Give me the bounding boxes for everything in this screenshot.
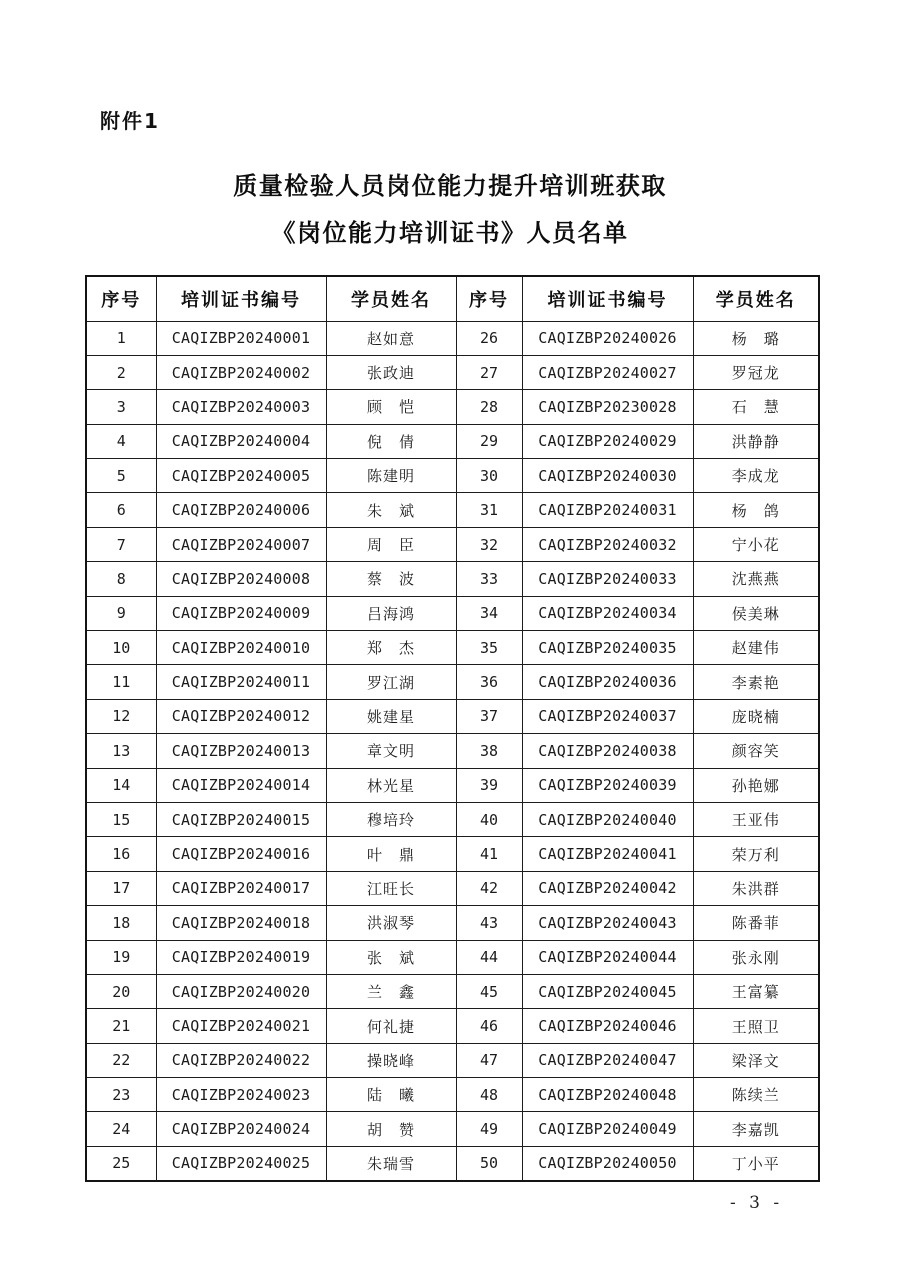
cell-cert-no-left: CAQIZBP20240001 <box>156 321 326 355</box>
cell-serial-right: 50 <box>456 1146 522 1180</box>
col-header-cert-no-right: 培训证书编号 <box>522 276 693 321</box>
table-row <box>86 390 819 424</box>
cell-cert-no-left: CAQIZBP20240007 <box>156 527 326 561</box>
cell-name-right: 庞晓楠 <box>693 699 819 733</box>
cell-serial-left: 12 <box>86 699 156 733</box>
table-row <box>86 734 819 768</box>
cell-cert-no-left: CAQIZBP20240025 <box>156 1146 326 1180</box>
cell-cert-no-left: CAQIZBP20240022 <box>156 1043 326 1077</box>
cell-cert-no-left: CAQIZBP20240020 <box>156 974 326 1008</box>
cell-name-left: 郑 杰 <box>326 631 456 665</box>
cell-serial-right: 44 <box>456 940 522 974</box>
cell-name-left: 陆 曦 <box>326 1078 456 1112</box>
cell-name-right: 侯美琳 <box>693 596 819 630</box>
cell-serial-right: 40 <box>456 802 522 836</box>
cell-serial-left: 8 <box>86 562 156 596</box>
table-row <box>86 424 819 458</box>
cell-serial-right: 32 <box>456 527 522 561</box>
cell-cert-no-left: CAQIZBP20240005 <box>156 459 326 493</box>
cell-cert-no-left: CAQIZBP20240013 <box>156 734 326 768</box>
col-header-cert-no-left: 培训证书编号 <box>156 276 326 321</box>
cell-name-right: 陈续兰 <box>693 1078 819 1112</box>
cell-name-left: 顾 恺 <box>326 390 456 424</box>
cell-cert-no-left: CAQIZBP20240010 <box>156 631 326 665</box>
table-row <box>86 596 819 630</box>
cell-cert-no-right: CAQIZBP20240033 <box>522 562 693 596</box>
cell-name-left: 吕海鸿 <box>326 596 456 630</box>
table-row <box>86 906 819 940</box>
cell-name-right: 李素艳 <box>693 665 819 699</box>
cell-cert-no-left: CAQIZBP20240004 <box>156 424 326 458</box>
table-row <box>86 837 819 871</box>
table-header <box>86 276 819 321</box>
cell-cert-no-left: CAQIZBP20240021 <box>156 1009 326 1043</box>
cell-serial-right: 49 <box>456 1112 522 1146</box>
document-title <box>0 163 900 257</box>
cell-serial-right: 47 <box>456 1043 522 1077</box>
cell-serial-left: 16 <box>86 837 156 871</box>
cell-cert-no-left: CAQIZBP20240002 <box>156 355 326 389</box>
cell-serial-right: 48 <box>456 1078 522 1112</box>
certificate-roster-table <box>85 275 820 1182</box>
cell-cert-no-right: CAQIZBP20240037 <box>522 699 693 733</box>
cell-serial-right: 33 <box>456 562 522 596</box>
table-row <box>86 1078 819 1112</box>
cell-serial-right: 45 <box>456 974 522 1008</box>
cell-serial-right: 26 <box>456 321 522 355</box>
cell-cert-no-right: CAQIZBP20240047 <box>522 1043 693 1077</box>
cell-serial-left: 2 <box>86 355 156 389</box>
table-row <box>86 1112 819 1146</box>
cell-cert-no-right: CAQIZBP20240034 <box>522 596 693 630</box>
table-row <box>86 699 819 733</box>
cell-name-right: 孙艳娜 <box>693 768 819 802</box>
cell-cert-no-right: CAQIZBP20230028 <box>522 390 693 424</box>
cell-name-left: 林光星 <box>326 768 456 802</box>
cell-serial-left: 13 <box>86 734 156 768</box>
cell-serial-left: 21 <box>86 1009 156 1043</box>
table-row <box>86 631 819 665</box>
cell-cert-no-right: CAQIZBP20240039 <box>522 768 693 802</box>
table-row <box>86 871 819 905</box>
cell-serial-right: 37 <box>456 699 522 733</box>
table-row <box>86 768 819 802</box>
cell-name-left: 姚建星 <box>326 699 456 733</box>
cell-name-left: 蔡 波 <box>326 562 456 596</box>
cell-serial-left: 9 <box>86 596 156 630</box>
cell-cert-no-left: CAQIZBP20240015 <box>156 802 326 836</box>
cell-name-right: 陈番菲 <box>693 906 819 940</box>
cell-name-left: 倪 倩 <box>326 424 456 458</box>
table-row <box>86 802 819 836</box>
cell-serial-right: 34 <box>456 596 522 630</box>
cell-cert-no-right: CAQIZBP20240029 <box>522 424 693 458</box>
cell-cert-no-left: CAQIZBP20240019 <box>156 940 326 974</box>
cell-cert-no-right: CAQIZBP20240032 <box>522 527 693 561</box>
cell-cert-no-left: CAQIZBP20240009 <box>156 596 326 630</box>
cell-serial-left: 25 <box>86 1146 156 1180</box>
table-row <box>86 940 819 974</box>
table-row <box>86 1009 819 1043</box>
cell-serial-right: 38 <box>456 734 522 768</box>
table-row <box>86 1146 819 1180</box>
cell-name-left: 赵如意 <box>326 321 456 355</box>
cell-cert-no-left: CAQIZBP20240017 <box>156 871 326 905</box>
cell-name-right: 王照卫 <box>693 1009 819 1043</box>
table-row <box>86 459 819 493</box>
attachment-label: 附件1 <box>100 109 160 133</box>
cell-cert-no-right: CAQIZBP20240030 <box>522 459 693 493</box>
col-header-serial-right: 序号 <box>456 276 522 321</box>
cell-name-left: 兰 鑫 <box>326 974 456 1008</box>
cell-serial-left: 14 <box>86 768 156 802</box>
cell-name-right: 朱洪群 <box>693 871 819 905</box>
cell-cert-no-right: CAQIZBP20240043 <box>522 906 693 940</box>
cell-cert-no-left: CAQIZBP20240012 <box>156 699 326 733</box>
cell-cert-no-right: CAQIZBP20240050 <box>522 1146 693 1180</box>
cell-serial-right: 39 <box>456 768 522 802</box>
cell-name-right: 颜容笑 <box>693 734 819 768</box>
cell-name-right: 丁小平 <box>693 1146 819 1180</box>
document-title-line-1: 质量检验人员岗位能力提升培训班获取 <box>233 172 667 200</box>
cell-name-left: 穆培玲 <box>326 802 456 836</box>
table-row <box>86 355 819 389</box>
cell-cert-no-right: CAQIZBP20240044 <box>522 940 693 974</box>
cell-name-right: 杨 鸽 <box>693 493 819 527</box>
cell-cert-no-right: CAQIZBP20240026 <box>522 321 693 355</box>
table-row <box>86 527 819 561</box>
col-header-name-left: 学员姓名 <box>326 276 456 321</box>
cell-serial-left: 22 <box>86 1043 156 1077</box>
cell-name-right: 梁泽文 <box>693 1043 819 1077</box>
cell-cert-no-right: CAQIZBP20240035 <box>522 631 693 665</box>
cell-serial-left: 7 <box>86 527 156 561</box>
cell-name-left: 江旺长 <box>326 871 456 905</box>
cell-serial-left: 3 <box>86 390 156 424</box>
table-row <box>86 665 819 699</box>
cell-serial-left: 1 <box>86 321 156 355</box>
cell-name-left: 周 臣 <box>326 527 456 561</box>
cell-serial-left: 15 <box>86 802 156 836</box>
cell-serial-left: 18 <box>86 906 156 940</box>
cell-name-left: 操晓峰 <box>326 1043 456 1077</box>
cell-name-left: 张 斌 <box>326 940 456 974</box>
cell-name-left: 朱瑞雪 <box>326 1146 456 1180</box>
cell-cert-no-left: CAQIZBP20240014 <box>156 768 326 802</box>
cell-cert-no-left: CAQIZBP20240016 <box>156 837 326 871</box>
cell-cert-no-right: CAQIZBP20240041 <box>522 837 693 871</box>
cell-cert-no-right: CAQIZBP20240031 <box>522 493 693 527</box>
cell-name-right: 荣万利 <box>693 837 819 871</box>
table-row <box>86 562 819 596</box>
cell-cert-no-right: CAQIZBP20240046 <box>522 1009 693 1043</box>
cell-cert-no-right: CAQIZBP20240038 <box>522 734 693 768</box>
cell-name-left: 罗江湖 <box>326 665 456 699</box>
cell-name-right: 李嘉凯 <box>693 1112 819 1146</box>
cell-serial-right: 31 <box>456 493 522 527</box>
col-header-name-right: 学员姓名 <box>693 276 819 321</box>
cell-name-right: 李成龙 <box>693 459 819 493</box>
cell-name-right: 宁小花 <box>693 527 819 561</box>
cell-cert-no-right: CAQIZBP20240027 <box>522 355 693 389</box>
cell-cert-no-right: CAQIZBP20240040 <box>522 802 693 836</box>
cell-serial-right: 30 <box>456 459 522 493</box>
cell-cert-no-left: CAQIZBP20240023 <box>156 1078 326 1112</box>
cell-name-left: 洪淑琴 <box>326 906 456 940</box>
table-row <box>86 1043 819 1077</box>
cell-name-right: 洪静静 <box>693 424 819 458</box>
cell-serial-left: 19 <box>86 940 156 974</box>
cell-serial-left: 4 <box>86 424 156 458</box>
cell-serial-left: 24 <box>86 1112 156 1146</box>
cell-name-left: 陈建明 <box>326 459 456 493</box>
cell-cert-no-left: CAQIZBP20240006 <box>156 493 326 527</box>
table-row <box>86 974 819 1008</box>
cell-serial-right: 35 <box>456 631 522 665</box>
cell-cert-no-right: CAQIZBP20240036 <box>522 665 693 699</box>
cell-name-left: 章文明 <box>326 734 456 768</box>
cell-cert-no-left: CAQIZBP20240003 <box>156 390 326 424</box>
cell-name-right: 王亚伟 <box>693 802 819 836</box>
cell-name-left: 叶 鼎 <box>326 837 456 871</box>
cell-cert-no-left: CAQIZBP20240011 <box>156 665 326 699</box>
page-number: - 3 - <box>730 1193 784 1213</box>
table-header-row <box>86 276 819 321</box>
cell-serial-right: 36 <box>456 665 522 699</box>
cell-name-left: 胡 赞 <box>326 1112 456 1146</box>
cell-serial-left: 17 <box>86 871 156 905</box>
cell-serial-left: 20 <box>86 974 156 1008</box>
table-body <box>86 321 819 1181</box>
cell-cert-no-left: CAQIZBP20240008 <box>156 562 326 596</box>
cell-cert-no-right: CAQIZBP20240045 <box>522 974 693 1008</box>
cell-name-left: 何礼捷 <box>326 1009 456 1043</box>
cell-name-left: 朱 斌 <box>326 493 456 527</box>
cell-serial-right: 29 <box>456 424 522 458</box>
cell-name-right: 赵建伟 <box>693 631 819 665</box>
cell-serial-right: 41 <box>456 837 522 871</box>
cell-cert-no-right: CAQIZBP20240048 <box>522 1078 693 1112</box>
cell-name-right: 罗冠龙 <box>693 355 819 389</box>
cell-serial-right: 46 <box>456 1009 522 1043</box>
cell-serial-left: 10 <box>86 631 156 665</box>
table-row <box>86 321 819 355</box>
cell-serial-left: 5 <box>86 459 156 493</box>
cell-serial-left: 23 <box>86 1078 156 1112</box>
cell-cert-no-right: CAQIZBP20240049 <box>522 1112 693 1146</box>
cell-name-right: 石 慧 <box>693 390 819 424</box>
col-header-serial-left: 序号 <box>86 276 156 321</box>
cell-serial-right: 43 <box>456 906 522 940</box>
cell-cert-no-left: CAQIZBP20240024 <box>156 1112 326 1146</box>
cell-name-left: 张政迪 <box>326 355 456 389</box>
cell-serial-left: 6 <box>86 493 156 527</box>
cell-serial-right: 28 <box>456 390 522 424</box>
cell-name-right: 杨 璐 <box>693 321 819 355</box>
cell-serial-left: 11 <box>86 665 156 699</box>
cell-name-right: 王富纂 <box>693 974 819 1008</box>
cell-cert-no-left: CAQIZBP20240018 <box>156 906 326 940</box>
cell-cert-no-right: CAQIZBP20240042 <box>522 871 693 905</box>
cell-name-right: 沈燕燕 <box>693 562 819 596</box>
cell-name-right: 张永刚 <box>693 940 819 974</box>
cell-serial-right: 27 <box>456 355 522 389</box>
cell-serial-right: 42 <box>456 871 522 905</box>
table-row <box>86 493 819 527</box>
document-title-line-2: 《岗位能力培训证书》人员名单 <box>271 219 629 247</box>
